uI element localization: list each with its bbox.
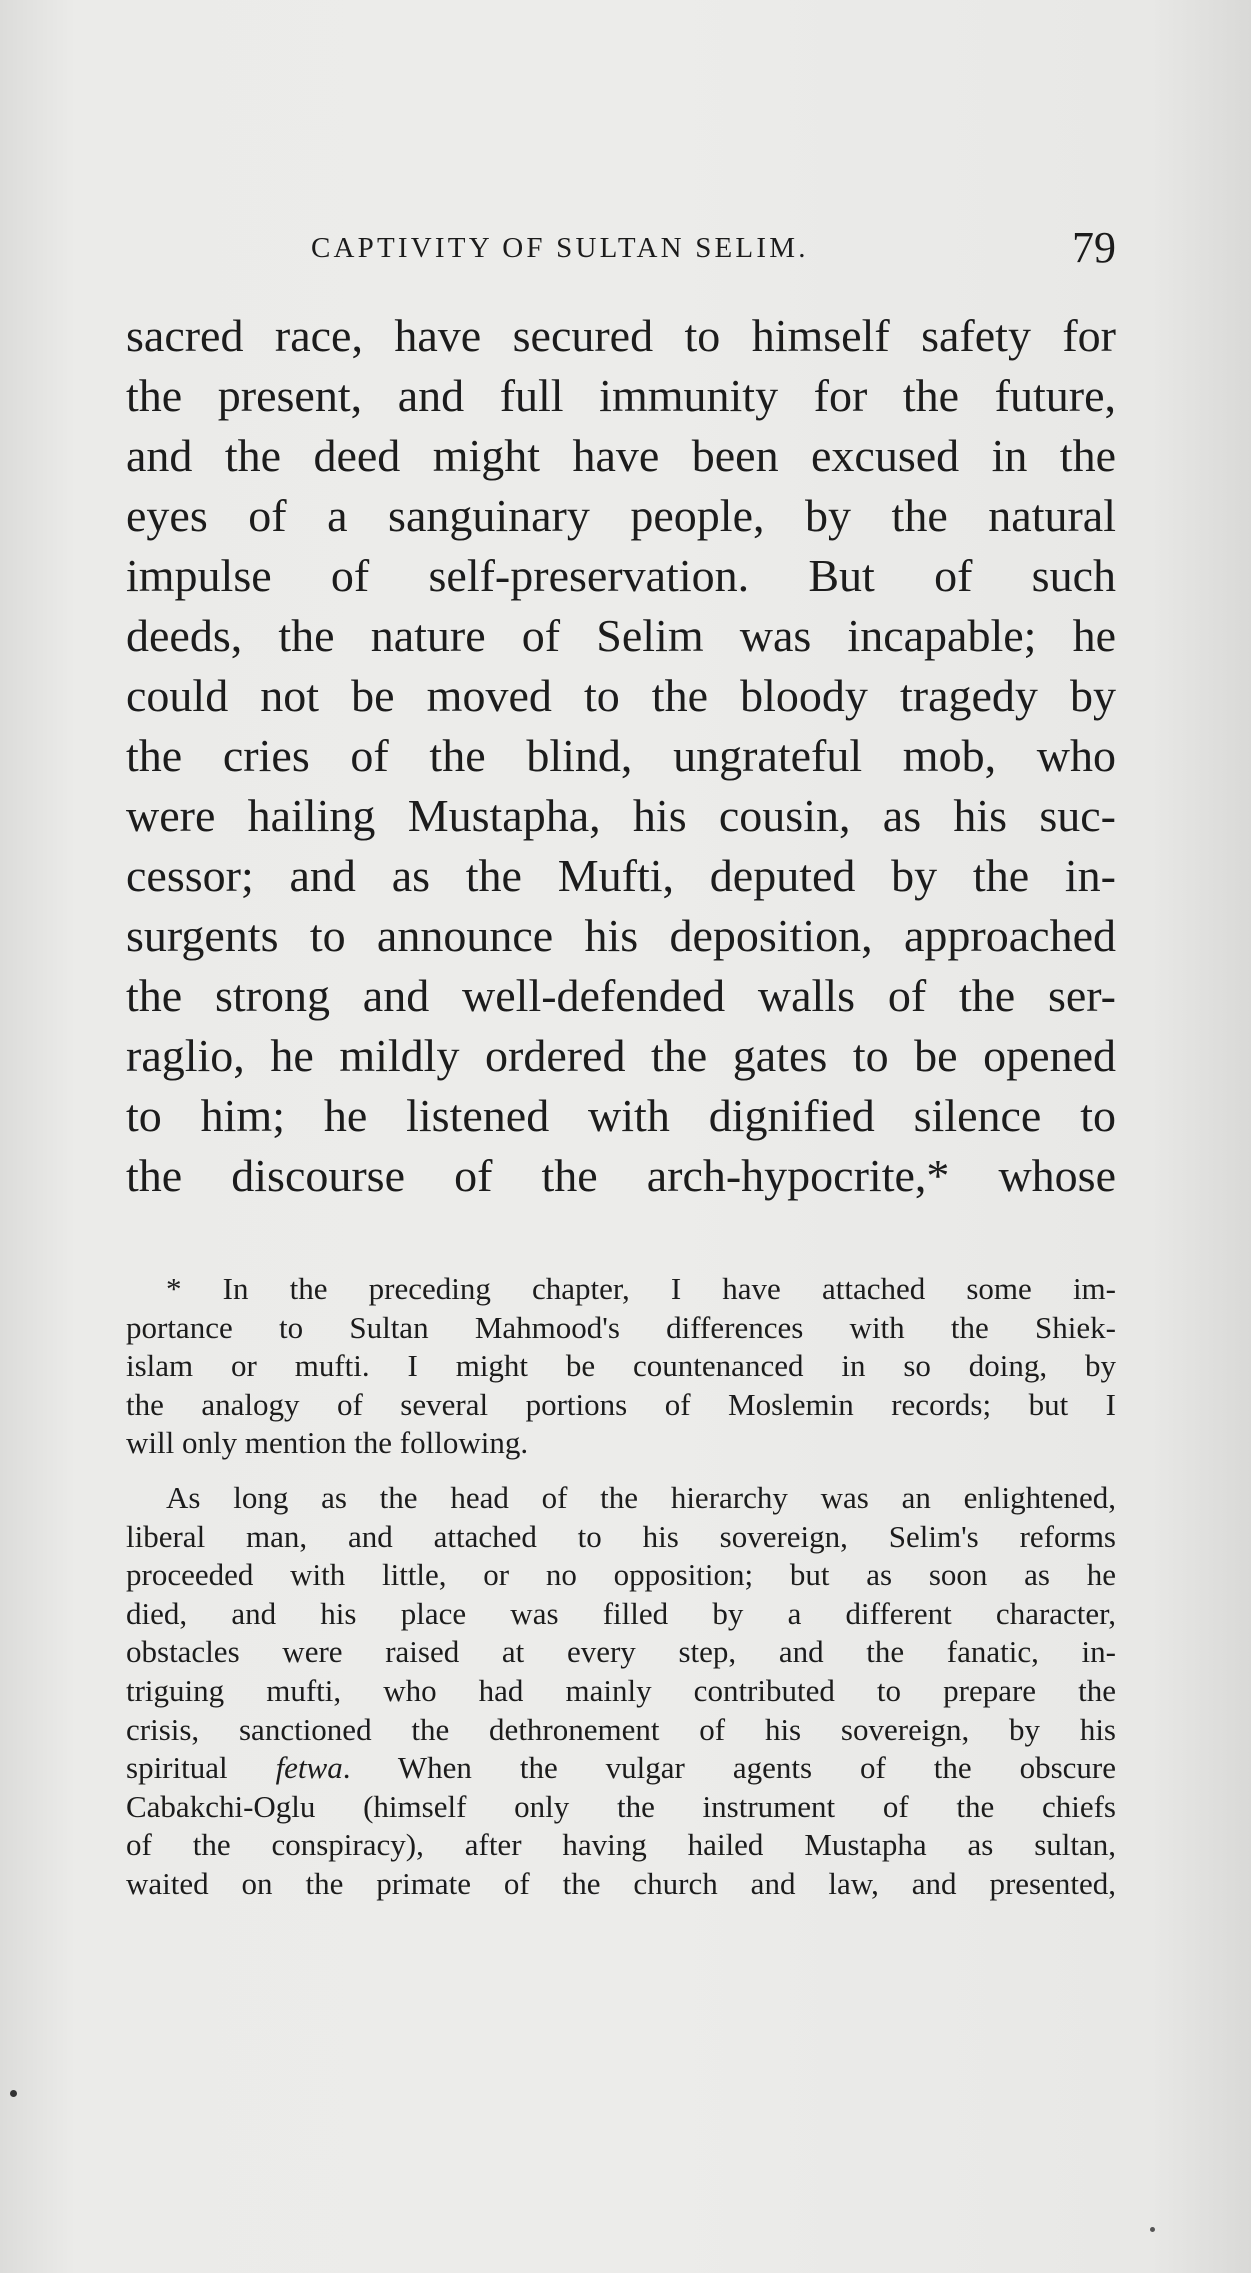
- footnote-paragraph-1: [126, 1270, 1116, 1463]
- footnote-paragraph-2: [126, 1479, 1116, 1904]
- body-line: impulse of self-preservation. But of such: [126, 550, 1116, 601]
- body-line: surgents to announce his deposition, approached: [126, 910, 1116, 961]
- body-line: the present, and full immunity for the future,: [126, 370, 1116, 421]
- footnote: [126, 1270, 1116, 1904]
- body-line: the strong and well-defended walls of the ser-: [126, 970, 1116, 1021]
- body-line: the cries of the blind, ungrateful mob, who: [126, 730, 1116, 781]
- footnote-line: obstacles were raised at every step, and the fanatic, in-: [126, 1634, 1116, 1670]
- footnote-line: the analogy of several portions of Moslemin records; but I: [126, 1386, 1116, 1422]
- footnote-text: spiritual: [126, 1750, 276, 1786]
- footnote-line: will only mention the following.: [126, 1425, 529, 1461]
- footnote-line: [126, 1749, 1116, 1788]
- body-line: and the deed might have been excused in the: [126, 430, 1116, 481]
- footnote-line: proceeded with little, or no opposition; but as soon as he: [126, 1557, 1116, 1593]
- paper-speck: [1150, 2227, 1155, 2232]
- footnote-line: died, and his place was filled by a different character,: [126, 1595, 1116, 1631]
- body-line: sacred race, have secured to himself safety for: [126, 310, 1116, 361]
- footnote-line: portance to Sultan Mahmood's differences with the Shiek-: [126, 1309, 1116, 1345]
- italic-term: fetwa: [275, 1750, 343, 1786]
- footnote-line: liberal man, and attached to his sovereign, Selim's reforms: [126, 1518, 1116, 1554]
- body-line: to him; he listened with dignified silence to: [126, 1090, 1116, 1141]
- body-line: cessor; and as the Mufti, deputed by the in-: [126, 850, 1116, 901]
- running-title: CAPTIVITY OF SULTAN SELIM.: [311, 232, 809, 264]
- footnote-line: Cabakchi-Oglu (himself only the instrument of the chiefs: [126, 1788, 1116, 1824]
- footnote-line: triguing mufti, who had mainly contributed to prepare the: [126, 1672, 1116, 1708]
- body-line: eyes of a sanguinary people, by the natural: [126, 490, 1116, 541]
- footnote-line: of the conspiracy), after having hailed Mustapha as sultan,: [126, 1827, 1116, 1863]
- body-line: raglio, he mildly ordered the gates to be opened: [126, 1030, 1116, 1081]
- footnote-line: crisis, sanctioned the dethronement of his sovereign, by his: [126, 1711, 1116, 1747]
- footnote-line: islam or mufti. I might be countenanced in so doing, by: [126, 1348, 1116, 1384]
- footnote-line: waited on the primate of the church and law, and presented,: [126, 1865, 1116, 1901]
- body-line: could not be moved to the bloody tragedy by: [126, 670, 1116, 721]
- footnote-text: . When the vulgar agents of the obscure: [342, 1750, 1116, 1786]
- body-line: the discourse of the arch-hypocrite,* whose: [126, 1150, 1116, 1201]
- footnote-line: As long as the head of the hierarchy was an enlightened,: [166, 1479, 1116, 1515]
- running-head: [126, 222, 1116, 282]
- paper-speck: [10, 2090, 17, 2097]
- body-line: deeds, the nature of Selim was incapable; he: [126, 610, 1116, 661]
- page-number: 79: [1072, 223, 1116, 272]
- footnote-line: * In the preceding chapter, I have attached some im-: [166, 1271, 1116, 1306]
- body-text: [126, 306, 1116, 1206]
- body-line: were hailing Mustapha, his cousin, as his suc-: [126, 790, 1116, 841]
